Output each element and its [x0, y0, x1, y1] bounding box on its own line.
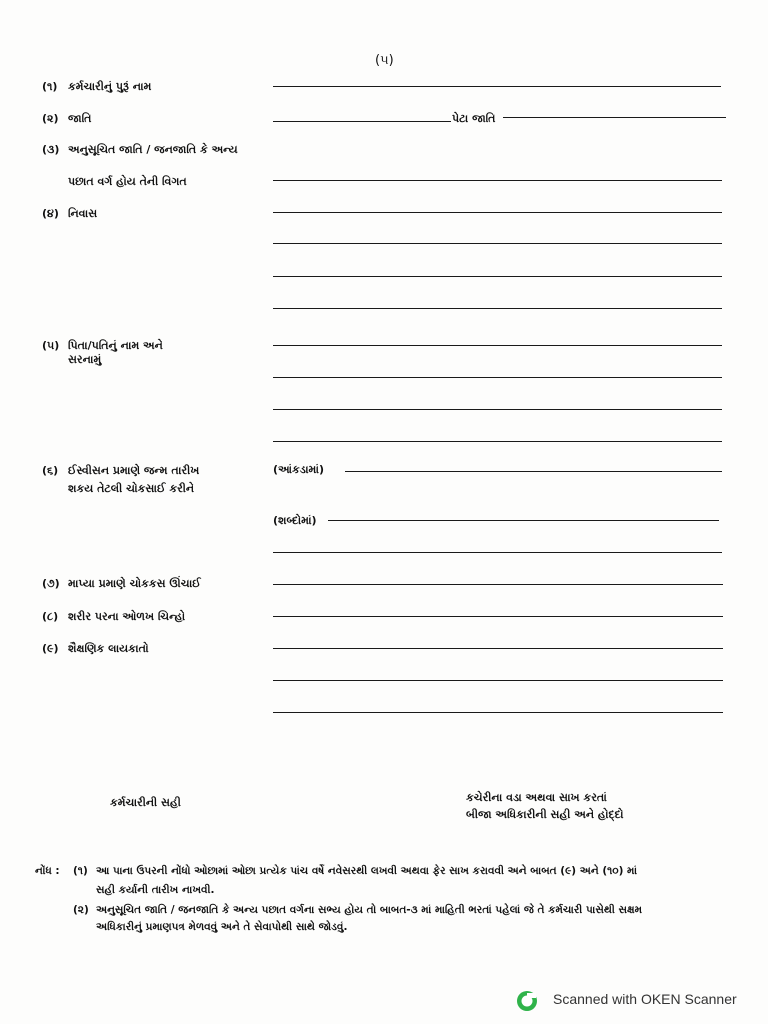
field-4-label — [42, 207, 97, 221]
field-number: (૬) — [42, 464, 59, 477]
field-1-label — [42, 80, 151, 94]
field-4-line-3[interactable] — [273, 276, 722, 277]
field-5-label-cont: સરનામું — [68, 353, 102, 366]
field-8-label — [42, 610, 185, 624]
field-label: જાતિ — [68, 112, 92, 125]
sub-caste-line[interactable] — [503, 117, 726, 118]
field-label: નિવાસ — [68, 207, 98, 220]
field-4-line-2[interactable] — [273, 243, 722, 244]
field-2-label — [42, 112, 91, 126]
field-7-line[interactable] — [273, 584, 723, 585]
field-9-line-3[interactable] — [273, 712, 723, 713]
field-number: (૧) — [42, 80, 58, 93]
field-number: (૯) — [42, 642, 59, 655]
officer-signature-line1: કચેરીના વડા અથવા સાખ કરતાં — [466, 791, 607, 804]
scanner-watermark: Scanned with OKEN Scanner — [553, 991, 737, 1007]
field-label: ઈસ્વીસન પ્રમાણે જન્મ તારીખ — [68, 464, 200, 477]
note-1-line-1: આ પાના ઉપરની નોંધો ઓછામાં ઓછા પ્રત્યેક પાંચ વર્ષે નવેસરથી લખવી અથવા ફેર સાખ કરાવવી અને બાબત (૯) અને (૧૦) માં — [96, 865, 638, 877]
field-9-label — [42, 642, 149, 656]
field-4-line-4[interactable] — [273, 308, 722, 309]
note-1-line-2: સહી કર્યાની તારીખ નાખવી. — [96, 884, 215, 896]
field-3-line[interactable] — [273, 180, 722, 181]
field-3-label-cont: પછાત વર્ગ હોય તેની વિગત — [68, 175, 187, 188]
field-3-label — [42, 143, 238, 157]
field-number: (૨) — [42, 112, 59, 125]
field-number: (૪) — [42, 207, 59, 220]
field-4-line-1[interactable] — [273, 212, 722, 213]
field-label: અનુસૂચિત જાતિ / જનજાતિ કે અન્ય — [68, 143, 238, 156]
employee-signature-label: કર્મચારીની સહી — [110, 796, 181, 809]
field-label: શૈક્ષણિક લાયકાતો — [68, 642, 149, 655]
field-9-line-1[interactable] — [273, 648, 723, 649]
field-5-line-2[interactable] — [273, 377, 722, 378]
dob-extra-line[interactable] — [273, 552, 722, 553]
page-number: (૫) — [375, 53, 394, 68]
note-1-number: (૧) — [73, 865, 88, 877]
field-label: પિતા/પતિનું નામ અને — [68, 339, 163, 352]
note-2-line-2: અધિકારીનું પ્રમાણપત્ર મેળવવું અને તે સેવાપોથી સાથે જોડવું. — [96, 921, 348, 933]
field-label: માપ્યા પ્રમાણે ચોકકસ ઊંચાઈ — [68, 577, 201, 590]
field-5-label — [42, 339, 163, 353]
dob-in-words-line[interactable] — [328, 520, 719, 521]
sub-caste-label: પેટા જાતિ — [452, 112, 496, 125]
dob-in-digits-label: (આંકડામાં) — [273, 463, 325, 476]
field-number: (૮) — [42, 610, 59, 623]
dob-in-digits-line[interactable] — [345, 471, 722, 472]
note-2-line-1: અનુસૂચિત જાતિ / જનજાતિ કે અન્ય પછાત વર્ગના સભ્ય હોય તો બાબત-૩ માં માહિતી ભરતાં પહેલાં જે તે કર્મચારી પાસેથી સક્ષમ — [96, 904, 643, 916]
officer-signature-line2: બીજા અધિકારીની સહી અને હોદ્દો — [466, 808, 624, 821]
field-7-label — [42, 577, 201, 591]
field-2-line[interactable] — [273, 121, 451, 122]
field-label: કર્મચારીનું પુરૂં નામ — [68, 80, 152, 93]
dob-in-words-label: (શબ્દોમાં) — [273, 514, 317, 527]
field-1-line[interactable] — [273, 86, 721, 87]
field-label: શરીર પરના ઓળખ ચિન્હો — [68, 610, 186, 623]
field-5-line-1[interactable] — [273, 345, 722, 346]
field-6-label — [42, 464, 199, 478]
field-number: (૩) — [42, 143, 60, 156]
field-number: (૭) — [42, 577, 60, 590]
field-5-line-4[interactable] — [273, 441, 722, 442]
scanner-logo-icon — [516, 990, 538, 1012]
note-2-number: (૨) — [73, 904, 89, 916]
note-prefix: નોંધ : — [35, 865, 60, 877]
field-9-line-2[interactable] — [273, 680, 723, 681]
field-number: (૫) — [42, 339, 60, 352]
field-5-line-3[interactable] — [273, 409, 722, 410]
field-6-label-cont: શકય તેટલી ચોકસાઈ કરીને — [68, 482, 195, 495]
field-8-line[interactable] — [273, 616, 723, 617]
